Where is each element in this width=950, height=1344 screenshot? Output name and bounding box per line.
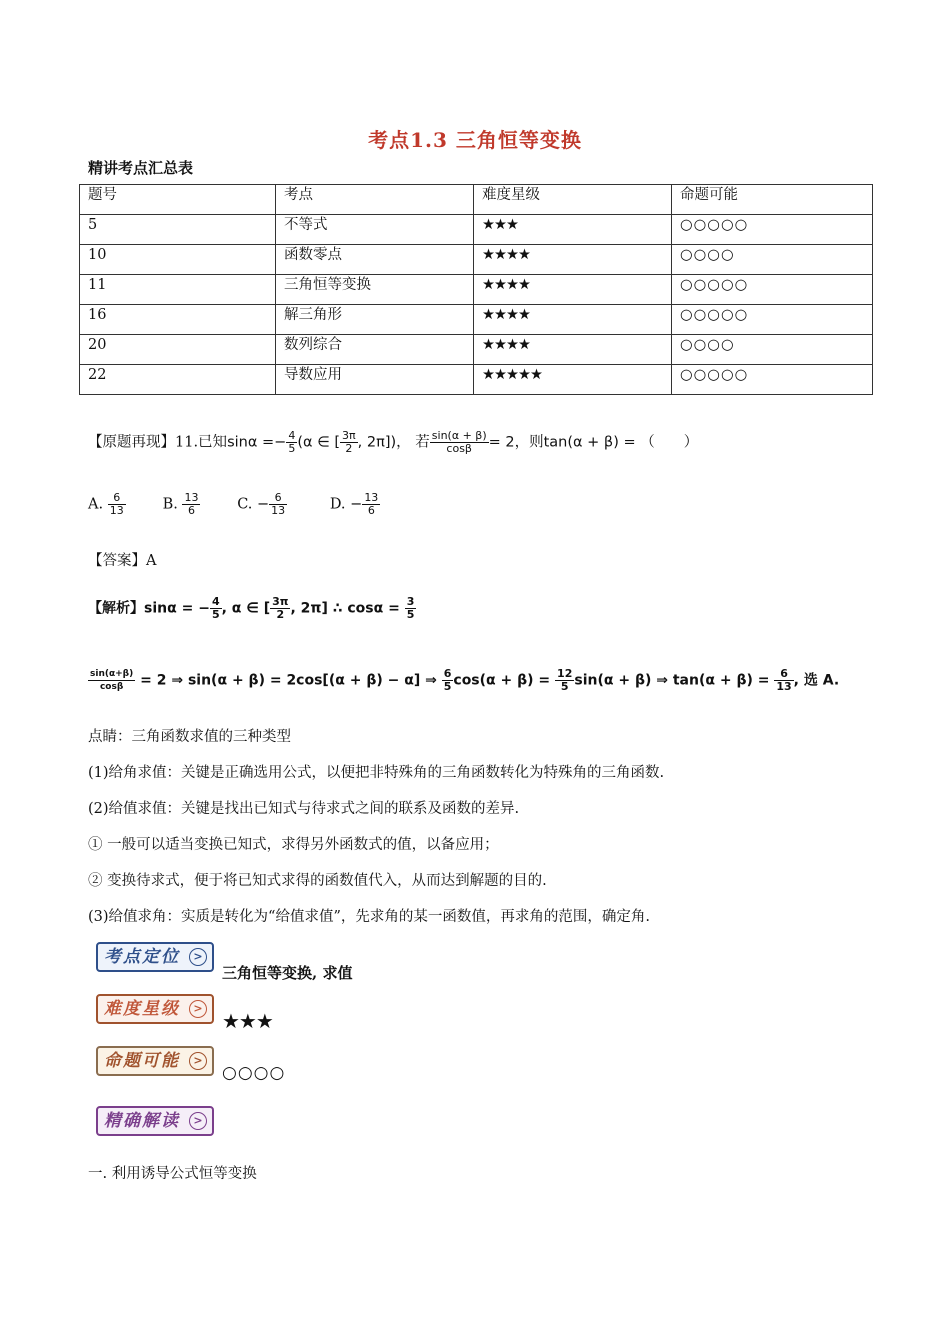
table-header: 难度星级 (474, 185, 672, 215)
difficulty-stars: ★★★ (474, 215, 672, 245)
badge-topic-position: 考点定位 > (96, 942, 214, 972)
table-row (80, 245, 873, 275)
table-row (80, 365, 873, 395)
fraction: $\frac{4}{5}$ (211, 595, 220, 621)
arrow-right-icon: > (189, 1000, 207, 1018)
fraction: $\frac{3\pi}{2}$ (342, 429, 356, 455)
fraction: $\frac{6}{13}$ (109, 491, 124, 517)
problem-statement (88, 430, 698, 455)
table-cell: 三角恒等变换 (276, 275, 474, 305)
fraction: $\frac{12}{5}$ (557, 667, 573, 693)
fraction: $\frac{4}{5}$ (288, 429, 296, 455)
table-cell: 10 (80, 245, 276, 275)
note-line: (3)给值求角：实质是转化为“给值求值”，先求角的某一函数值，再求角的范围，确定角. (88, 909, 650, 925)
table-cell: 20 (80, 335, 276, 365)
table-cell: 解三角形 (276, 305, 474, 335)
option-d: D. − $\frac{13}{6}$ (329, 491, 379, 517)
difficulty-stars: ★★★★ (474, 245, 672, 275)
table-cell: 5 (80, 215, 276, 245)
math-text: sinα =− (227, 434, 287, 451)
option-b: B. $\frac{13}{6}$ (162, 491, 199, 517)
fraction: $\frac{\sin(\alpha + \beta)}{\cos\beta}$ (431, 429, 487, 455)
difficulty-stars: ★★★★ (474, 335, 672, 365)
fraction: $\frac{6}{5}$ (443, 667, 452, 693)
difficulty-stars: ★★★★★ (474, 365, 672, 395)
table-cell: 11 (80, 275, 276, 305)
math-text: , 2π])， (357, 434, 411, 451)
note-line: (2)给值求值：关键是找出已知式与待求式之间的联系及函数的差异. (88, 801, 520, 817)
fraction: $\frac{13}{6}$ (364, 491, 379, 517)
fraction: $\frac{13}{6}$ (184, 491, 199, 517)
table-cell: 数列综合 (276, 335, 474, 365)
badge-likelihood: 命题可能 > (96, 1046, 214, 1076)
table-header-row (80, 185, 873, 215)
difficulty-value: ★★★ (222, 1009, 273, 1033)
analysis-line-1: 【解析】sinα = − $\frac{4}{5}$ , α ∈ [ $\frac{3\pi}{2}$ , 2π] ∴ cosα = $\frac{3}{5}$ (88, 595, 415, 621)
math-text: = 2，则 (488, 434, 544, 451)
note-line: ① 一般可以适当变换已知式，求得另外函数式的值，以备应用； (88, 837, 499, 853)
table-row (80, 335, 873, 365)
table-header: 题号 (80, 185, 276, 215)
likelihood-circles: ○○○○○ (672, 305, 873, 335)
math-text: tan(α + β) = (543, 434, 636, 451)
arrow-right-icon: > (189, 1112, 207, 1130)
analysis-label: 【解析】 (88, 600, 144, 617)
summary-label: 精讲考点汇总表 (88, 159, 194, 177)
likelihood-circles: ○○○○○ (672, 215, 873, 245)
fraction: $\frac{\sin(\alpha+\beta)}{\cos\beta}$ (90, 669, 134, 692)
arrow-right-icon: > (189, 948, 207, 966)
table-cell: 不等式 (276, 215, 474, 245)
options-row (88, 492, 418, 517)
fraction: $\frac{3}{5}$ (406, 595, 415, 621)
difficulty-stars: ★★★★ (474, 305, 672, 335)
table-cell: 函数零点 (276, 245, 474, 275)
section-heading: 一. 利用诱导公式恒等变换 (88, 1166, 257, 1182)
badge-precise-reading: 精确解读 > (96, 1106, 214, 1136)
fraction: $\frac{6}{13}$ (776, 667, 792, 693)
likelihood-circles: ○○○○○ (672, 365, 873, 395)
table-row (80, 305, 873, 335)
likelihood-circles: ○○○○ (672, 335, 873, 365)
option-c: C. − $\frac{6}{13}$ (237, 491, 286, 517)
table-header: 考点 (276, 185, 474, 215)
table-row (80, 275, 873, 305)
note-heading: 点睛：三角函数求值的三种类型 (88, 729, 291, 745)
fraction: $\frac{6}{13}$ (271, 491, 286, 517)
likelihood-value: ○○○○ (222, 1063, 286, 1083)
problem-prefix: 【原题再现】11.已知 (88, 434, 228, 451)
answer: 【答案】A (88, 553, 157, 569)
option-a: A. $\frac{6}{13}$ (88, 491, 124, 517)
note-line: (1)给角求值：关键是正确选用公式，以便把非特殊角的三角函数转化为特殊角的三角函数. (88, 765, 665, 781)
page-title: 考点1.3 三角恒等变换 (368, 128, 582, 152)
table-cell: 16 (80, 305, 276, 335)
topic-position-value: 三角恒等变换, 求值 (222, 964, 353, 982)
condition-text: 若 (415, 434, 430, 451)
analysis-line-2: $\frac{\sin(\alpha+\beta)}{\cos\beta}$ = 2 ⇒ sin(α + β) = 2cos[(α + β) − α] ⇒ $\frac{6}{5}$ cos(α + β) = $\frac{12}{5}$ sin(α + β) ⇒ tan(α + β) = $\frac{6}{13}$ , 选 A. (90, 667, 840, 693)
table-cell: 22 (80, 365, 276, 395)
difficulty-stars: ★★★★ (474, 275, 672, 305)
fraction: $\frac{3\pi}{2}$ (272, 595, 289, 621)
arrow-right-icon: > (189, 1052, 207, 1070)
table-row (80, 215, 873, 245)
badge-difficulty: 难度星级 > (96, 994, 214, 1024)
table-header: 命题可能 (672, 185, 873, 215)
table-cell: 导数应用 (276, 365, 474, 395)
likelihood-circles: ○○○○ (672, 245, 873, 275)
likelihood-circles: ○○○○○ (672, 275, 873, 305)
math-text: (α ∈ [ (297, 434, 341, 451)
answer-blank: （ ） (640, 434, 699, 451)
note-line: ② 变换待求式，便于将已知式求得的函数值代入，从而达到解题的目的. (88, 873, 547, 889)
summary-table (79, 184, 873, 395)
